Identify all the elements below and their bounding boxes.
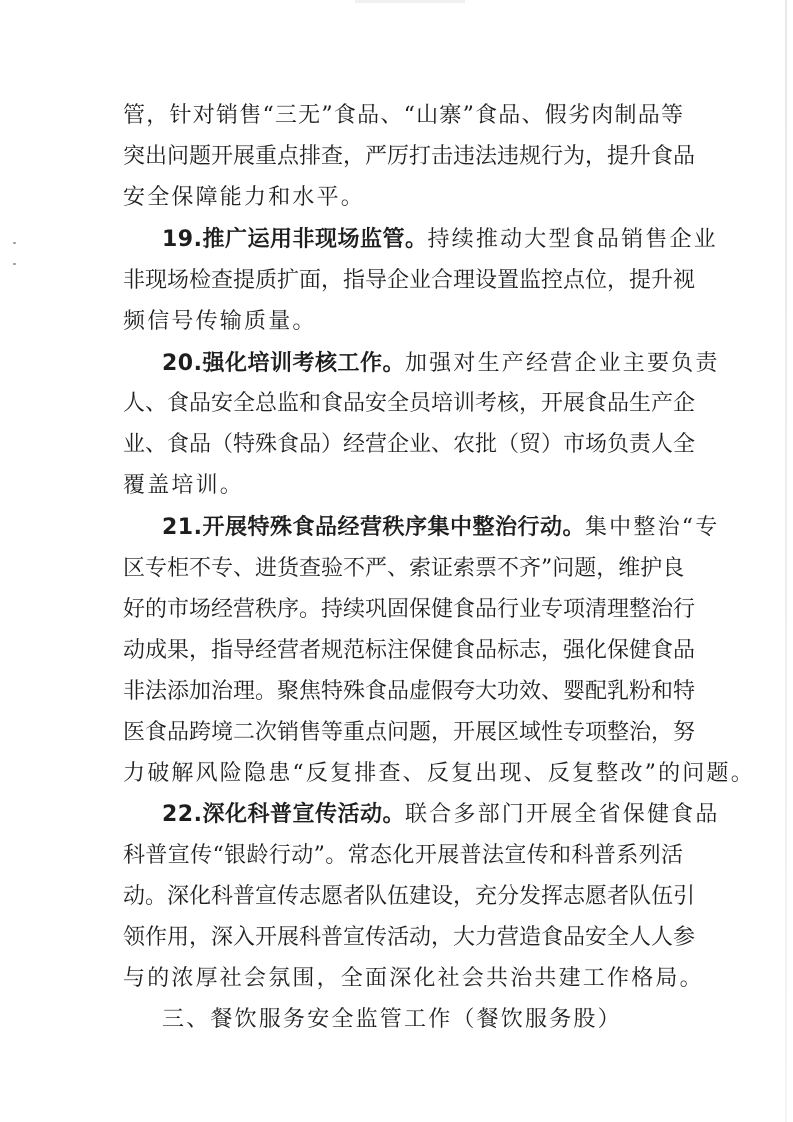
body-text-line: 业、食品（特殊食品）经营企业、农批（贸）市场负责人全	[123, 432, 696, 457]
body-text-line: 好的市场经营秩序。持续巩固保健食品行业专项清理整治行	[123, 597, 696, 622]
body-text-line: 力破解风险隐患“反复排查、反复出现、反复整改”的问题。	[123, 761, 755, 786]
body-text: 集中整治“专	[584, 515, 720, 540]
body-text: 联合多部门开展全省保健食品	[404, 802, 720, 827]
item-22-line	[162, 800, 720, 830]
body-text-line: 非现场检查提质扩面，指导企业合理设置监控点位，提升视	[123, 268, 696, 293]
item-19-line	[162, 225, 718, 255]
section-heading: 三、餐饮服务安全监管工作（餐饮服务股）	[162, 1007, 622, 1032]
body-text-line: 安全保障能力和水平。	[123, 185, 366, 210]
body-text-line: 医食品跨境二次销售等重点问题，开展区域性专项整治，努	[123, 720, 696, 745]
item-20-heading: 20.强化培训考核工作。	[162, 351, 405, 376]
body-text-line: 领作用，深入开展科普宣传活动，大力营造食品安全人人参	[123, 925, 696, 950]
scan-speck	[13, 242, 16, 244]
body-text-line: 覆盖培训。	[123, 473, 245, 498]
item-21-heading: 21.开展特殊食品经营秩序集中整治行动。	[162, 515, 585, 540]
item-21-line	[162, 513, 720, 543]
item-22-heading: 22.深化科普宣传活动。	[162, 802, 405, 827]
body-text-line: 非法添加治理。聚焦特殊食品虚假夸大功效、婴配乳粉和特	[123, 679, 696, 704]
body-text-line: 区专柜不专、进货查验不严、索证索票不齐”问题，维护良	[123, 556, 685, 581]
body-text-line: 与的浓厚社会氛围，全面深化社会共治共建工作格局。	[123, 966, 704, 991]
item-19-heading: 19.推广运用非现场监管。	[162, 227, 428, 252]
body-text-line: 人、食品安全总监和食品安全员培训考核，开展食品生产企	[123, 391, 696, 416]
item-20-line	[162, 349, 720, 379]
body-text-line: 科普宣传“银龄行动”。常态化开展普法宣传和科普系列活	[123, 843, 683, 868]
scan-artifact	[355, 0, 465, 3]
body-text-line: 动。深化科普宣传志愿者队伍建设，充分发挥志愿者队伍引	[123, 884, 696, 909]
scan-edge	[785, 0, 787, 1122]
body-text: 持续推动大型食品销售企业	[427, 227, 718, 252]
scan-speck	[13, 263, 16, 265]
body-text-line: 动成果，指导经营者规范标注保健食品标志，强化保健食品	[123, 638, 696, 663]
body-text-line: 频信号传输质量。	[123, 309, 317, 334]
body-text-line: 突出问题开展重点排查，严厉打击违法违规行为，提升食品	[123, 144, 696, 169]
body-text-line: 管，针对销售“三无”食品、“山寨”食品、假劣肉制品等	[123, 103, 683, 128]
body-text: 加强对生产经营企业主要负责	[404, 351, 720, 376]
